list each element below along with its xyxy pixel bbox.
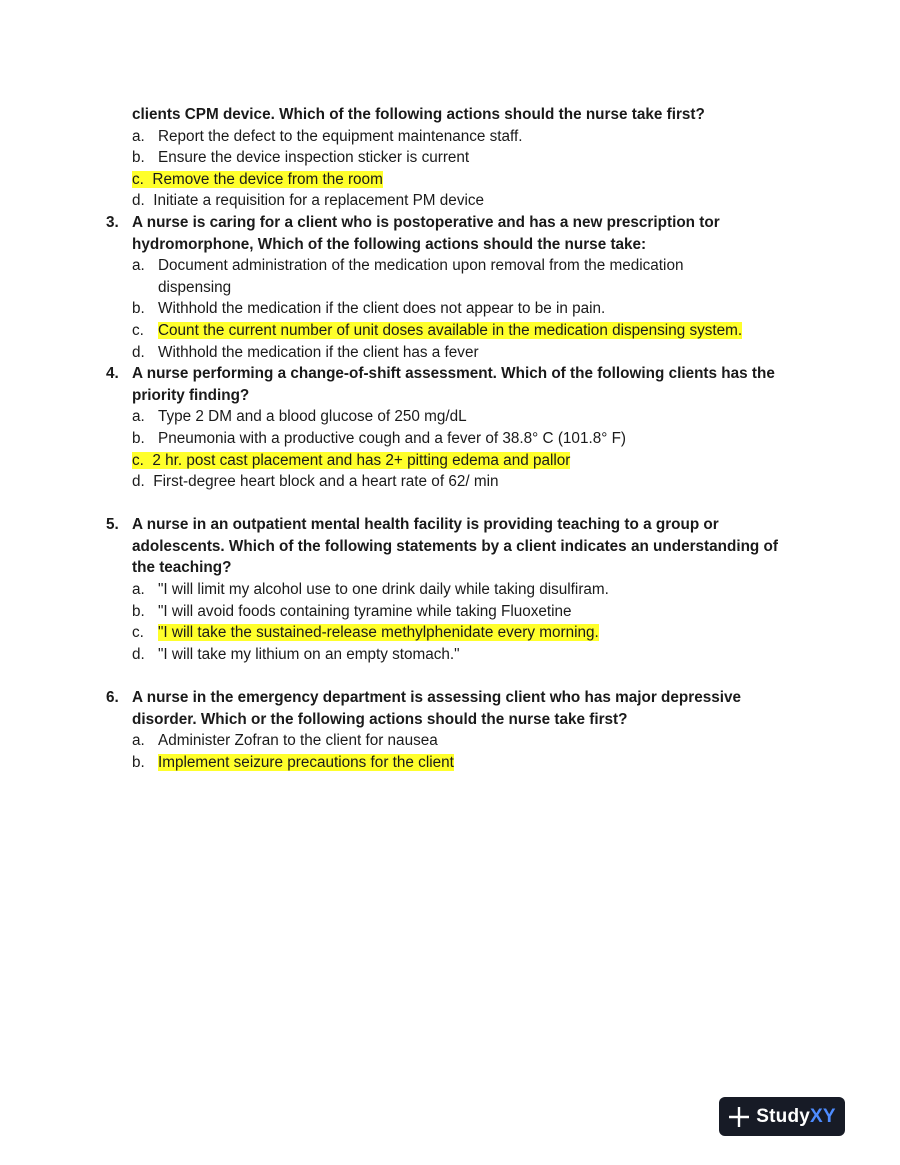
q3-stem-line2: hydromorphone, Which of the following actions should the nurse take:	[132, 235, 647, 253]
q5-option-a: a. "I will limit my alcohol use to one drink daily while taking disulfiram.	[132, 581, 609, 599]
q5-option-c: c. "I will take the sustained-release methylphenidate every morning.	[132, 624, 599, 642]
answer-highlight: Count the current number of unit doses available in the medication dispensing system.	[158, 321, 743, 339]
q4-option-a: a. Type 2 DM and a blood glucose of 250 mg/dL	[132, 408, 467, 426]
q6-stem: 6. A nurse in the emergency department is assessing client who has major depressive	[106, 689, 741, 707]
q4-option-b: b. Pneumonia with a productive cough and a fever of 38.8° C (101.8° F)	[132, 429, 627, 447]
q6-option-a: a. Administer Zofran to the client for nausea	[132, 732, 438, 750]
answer-highlight: "I will take the sustained-release methylphenidate every morning.	[158, 624, 599, 642]
q4-stem: 4. A nurse performing a change-of-shift assessment. Which of the following clients has the	[106, 365, 775, 383]
q4-option-d: d. First-degree heart block and a heart rate of 62/ min	[132, 473, 499, 491]
logo-text: StudyXY	[756, 1105, 836, 1127]
quiz-content	[106, 104, 796, 773]
q3-option-d: d. Withhold the medication if the client has a fever	[132, 343, 479, 361]
q5-option-b: b. "I will avoid foods containing tyramine while taking Fluoxetine	[132, 602, 572, 620]
answer-highlight: Implement seizure precautions for the client	[158, 753, 454, 771]
q3-option-a: a. Document administration of the medication upon removal from the medication dispensing	[132, 257, 684, 296]
answer-highlight: c. Remove the device from the room	[132, 170, 383, 188]
q2-option-d: d. Initiate a requisition for a replacement PM device	[132, 192, 485, 210]
q3-option-c: c. Count the current number of unit doses available in the medication dispensing system.	[132, 321, 743, 339]
q4-option-c	[106, 450, 796, 472]
q3-stem: 3. A nurse is caring for a client who is postoperative and has a new prescription tor	[106, 213, 720, 231]
q2-option-a: a. Report the defect to the equipment maintenance staff.	[132, 127, 523, 145]
q5-option-d: d. "I will take my lithium on an empty stomach."	[132, 645, 460, 663]
studyxy-logo[interactable]	[719, 1097, 845, 1136]
q6-stem-line2: disorder. Which or the following actions should the nurse take first?	[132, 710, 628, 728]
q2-stem: clients CPM device. Which of the following actions should the nurse take first?	[132, 106, 705, 123]
q5-stem: 5. A nurse in an outpatient mental health facility is providing teaching to a group or	[106, 516, 719, 534]
q2-option-c	[106, 169, 796, 191]
answer-highlight: c. 2 hr. post cast placement and has 2+ pitting edema and pallor	[132, 451, 571, 469]
q4-stem-line2: priority finding?	[132, 386, 250, 404]
q6-option-b: b. Implement seizure precautions for the client	[132, 753, 454, 771]
plus-icon	[728, 1106, 750, 1128]
q2-option-b: b. Ensure the device inspection sticker is current	[132, 149, 470, 167]
q5-stem-line3: the teaching?	[132, 559, 232, 577]
q5-stem-line2: adolescents. Which of the following statements by a client indicates an understanding of	[132, 537, 778, 555]
q3-option-b: b. Withhold the medication if the client does not appear to be in pain.	[132, 300, 606, 318]
